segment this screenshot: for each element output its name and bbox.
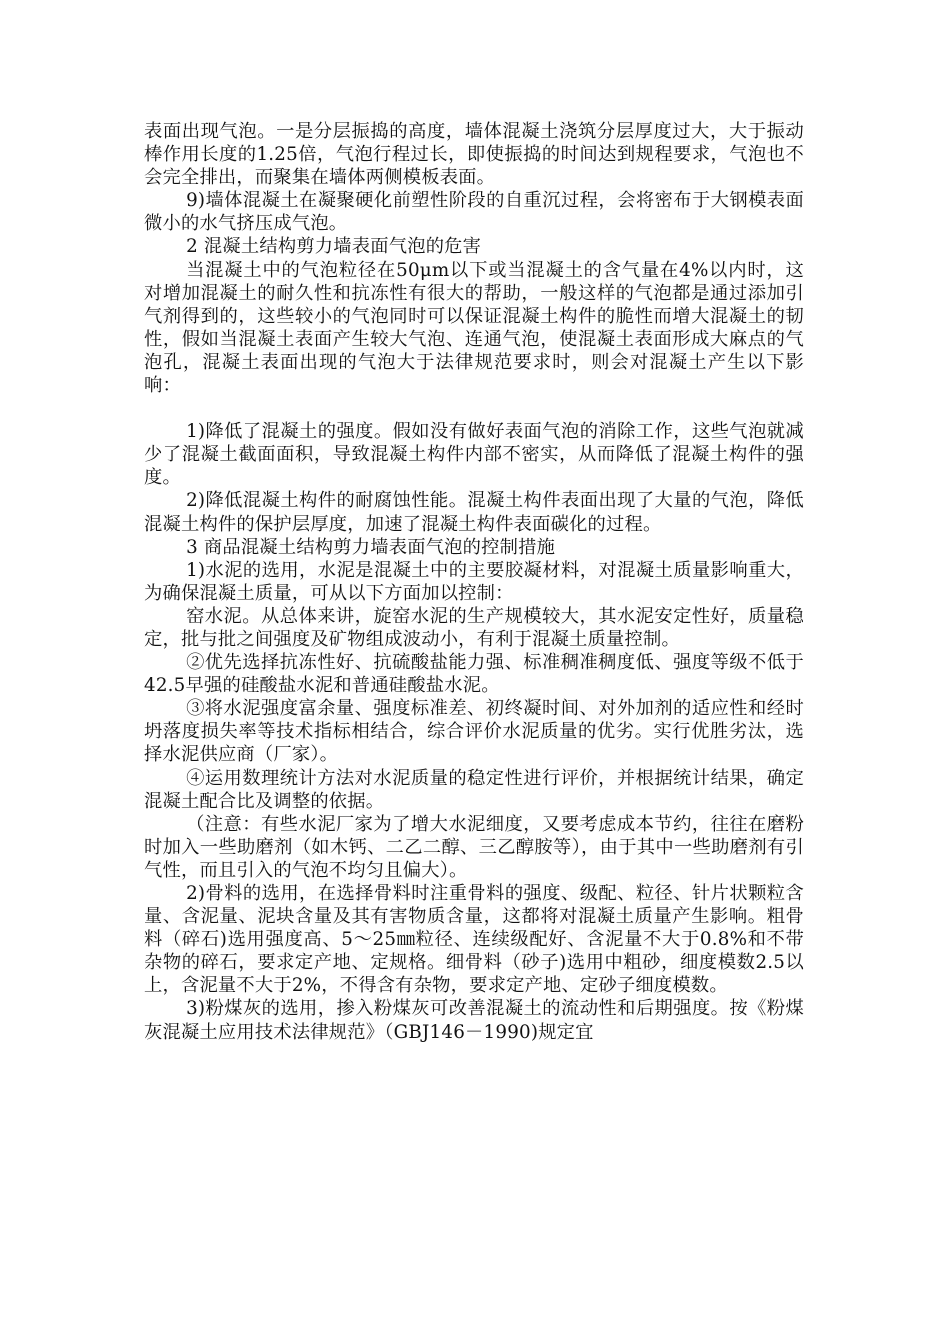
paragraph-item-9: 9)墙体混凝土在凝聚硬化前塑性阶段的自重沉过程，会将密布于大钢模表面微小的水气挤压成气泡。 xyxy=(144,190,804,235)
section-heading-3: 3 商品混凝土结构剪力墙表面气泡的控制措施 xyxy=(186,536,556,558)
paragraph-item-3-circle: ③将水泥强度富余量、强度标准差、初终凝时间、对外加剂的适应性和经时坍落度损失率等技术指标相结合，综合评价水泥质量的优劣。实行优胜劣汰，选择水泥供应商（厂家）。 xyxy=(144,698,804,766)
paragraph-effect-1: 1)降低了混凝土的强度。假如没有做好表面气泡的消除工作，这些气泡就减少了混凝土截面面积，导致混凝土构件内部不密实，从而降低了混凝土构件的强度。 xyxy=(144,421,804,489)
paragraph-note: （注意：有些水泥厂家为了增大水泥细度，又要考虑成本节约，往往在磨粉时加入一些助磨剂（如木钙、二乙二醇、三乙醇胺等），由于其中一些助磨剂有引气性，而且引入的气泡不均匀且偏大）。 xyxy=(144,813,804,881)
paragraph-item-4-circle: ④运用数理统计方法对水泥质量的稳定性进行评价，并根据统计结果，确定混凝土配合比及调整的依据。 xyxy=(144,767,804,812)
paragraph-fly-ash-selection: 3)粉煤灰的选用，掺入粉煤灰可改善混凝土的流动性和后期强度。按《粉煤灰混凝土应用技术法律规范》（GBJ146－1990)规定宜 xyxy=(144,998,804,1043)
paragraph-bubble-size: 当混凝土中的气泡粒径在50μm以下或当混凝土的含气量在4%以内时，这对增加混凝土的耐久性和抗冻性有很大的帮助，一般这样的气泡都是通过添加引气剂得到的，这些较小的气泡同时可以保证混凝土构件的脆性而增大混凝土的韧性，假如当混凝土表面产生较大气泡、连通气泡，使混凝土表面形成大麻点的气泡孔，混凝土表面出现的气泡大于法律规范要求时，则会对混凝土产生以下影响： xyxy=(144,259,804,397)
paragraph-effect-2: 2)降低混凝土构件的耐腐蚀性能。混凝土构件表面出现了大量的气泡，降低混凝土构件的保护层厚度，加速了混凝土构件表面碳化的过程。 xyxy=(144,490,804,535)
paragraph-item-2-circle: ②优先选择抗冻性好、抗硫酸盐能力强、标准稠准稠度低、强度等级不低于42.5早强的硅酸盐水泥和普通硅酸盐水泥。 xyxy=(144,652,804,697)
paragraph-kiln-cement: 窑水泥。从总体来讲，旋窑水泥的生产规模较大，其水泥安定性好，质量稳定，批与批之间强度及矿物组成波动小，有利于混凝土质量控制。 xyxy=(144,605,804,650)
document-body xyxy=(144,120,804,1044)
paragraph-continuation: 表面出现气泡。一是分层振捣的高度，墙体混凝土浇筑分层厚度过大，大于振动棒作用长度的1.25倍，气泡行程过长，即使振捣的时间达到规程要求，气泡也不会完全排出，而聚集在墙体两侧模板表面。 xyxy=(144,121,804,189)
paragraph-aggregate-selection: 2)骨料的选用，在选择骨料时注重骨料的强度、级配、粒径、针片状颗粒含量、含泥量、泥块含量及其有害物质含量，这都将对混凝土质量产生影响。粗骨料（碎石)选用强度高、5～25㎜粒径、连续级配好、含泥量不大于0.8%和不带杂物的碎石，要求定产地、定规格。细骨料（砂子)选用中粗砂，细度模数2.5以上，含泥量不大于2%，不得含有杂物，要求定产地、定砂子细度模数。 xyxy=(144,883,804,997)
section-heading-2: 2 混凝土结构剪力墙表面气泡的危害 xyxy=(186,236,482,258)
paragraph-cement-selection: 1)水泥的选用，水泥是混凝土中的主要胶凝材料，对混凝土质量影响重大，为确保混凝土质量，可从以下方面加以控制： xyxy=(144,559,804,604)
